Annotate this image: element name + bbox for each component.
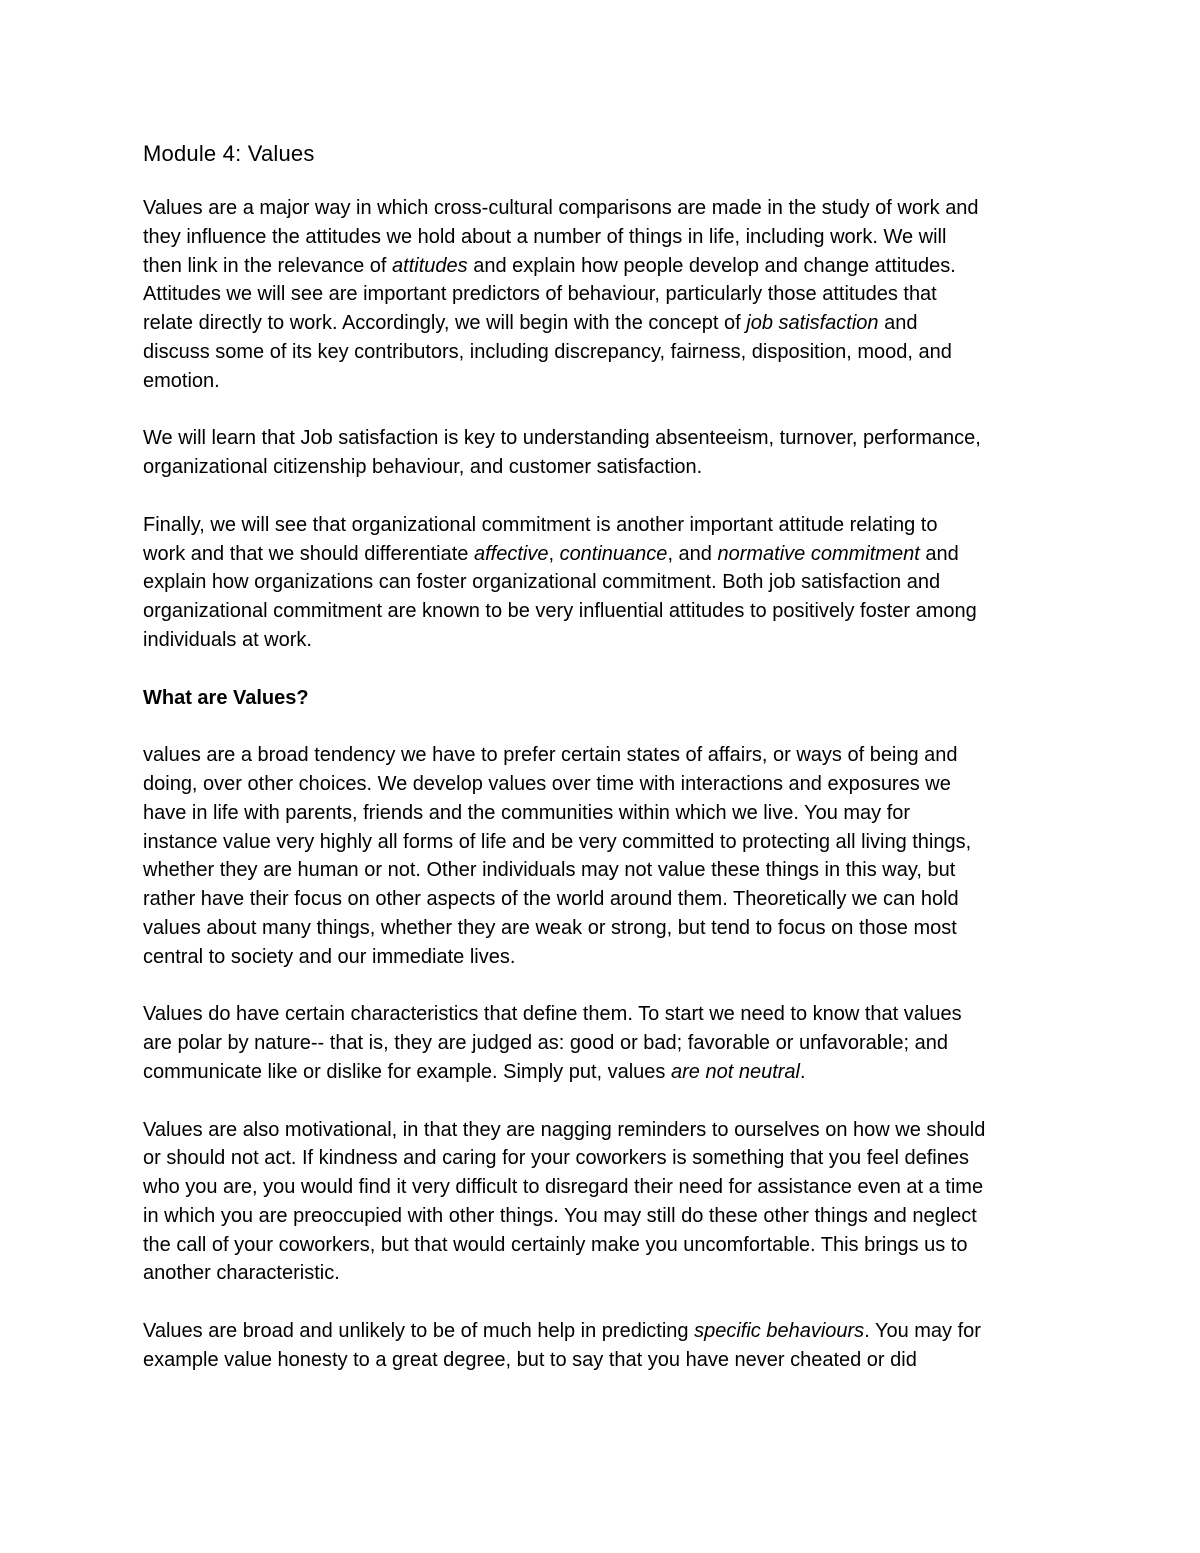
text-line <box>143 338 1063 367</box>
text-line <box>143 828 1063 857</box>
text-line <box>143 511 1063 540</box>
text-run: and <box>878 312 918 335</box>
italic-text: job satisfaction <box>746 312 879 335</box>
text-run: and explain how people develop and change attitudes. <box>467 254 956 277</box>
text-run: Attitudes we will see are important predictors of behaviour, particularly those attitudes that <box>143 283 937 306</box>
text-run: Values are also motivational, in that they are nagging reminders to ourselves on how we should <box>143 1118 986 1141</box>
text-line <box>143 424 1063 453</box>
text-run: organizational commitment are known to be very influential attitudes to positively foster among <box>143 600 977 623</box>
text-run: Finally, we will see that organizational commitment is another important attitude relating to <box>143 513 938 536</box>
text-line <box>143 453 1063 482</box>
text-line <box>143 252 1063 281</box>
text-run: emotion. <box>143 369 220 392</box>
text-line <box>143 223 1063 252</box>
text-run: example value honesty to a great degree, but to say that you have never cheated or did <box>143 1348 917 1371</box>
document-body <box>143 138 1063 1403</box>
text-line <box>143 1259 1063 1288</box>
text-run: rather have their focus on other aspects of the world around them. Theoretically we can hold <box>143 888 959 911</box>
text-line <box>143 568 1063 597</box>
text-run: relate directly to work. Accordingly, we will begin with the concept of <box>143 312 747 335</box>
section-heading: What are Values? <box>143 686 309 709</box>
text-run: then link in the relevance of <box>143 254 393 277</box>
text-run: central to society and our immediate lives. <box>143 945 516 968</box>
text-run: . You may for <box>864 1320 981 1343</box>
text-run: individuals at work. <box>143 628 312 651</box>
italic-text: continuance <box>559 542 668 565</box>
text-line <box>143 799 1063 828</box>
text-line <box>143 856 1063 885</box>
text-run: another characteristic. <box>143 1262 340 1285</box>
text-line <box>143 1173 1063 1202</box>
text-run: have in life with parents, friends and the communities within which we live. You may for <box>143 801 911 824</box>
text-run: values are a broad tendency we have to prefer certain states of affairs, or ways of being and <box>143 744 958 767</box>
text-run: values about many things, whether they are weak or strong, but tend to focus on those most <box>143 916 957 939</box>
text-run: explain how organizations can foster organizational commitment. Both job satisfaction and <box>143 571 941 594</box>
text-line <box>143 1029 1063 1058</box>
text-run: Values do have certain characteristics that define them. To start we need to know that values <box>143 1003 962 1026</box>
text-line <box>143 626 1063 655</box>
text-run: Values are a major way in which cross-cultural comparisons are made in the study of work and <box>143 197 979 219</box>
text-line <box>143 309 1063 338</box>
text-line <box>143 885 1063 914</box>
text-run: , <box>548 542 560 565</box>
text-run: whether they are human or not. Other individuals may not value these things in this way, but <box>143 859 956 882</box>
text-run: doing, over other choices. We develop values over time with interactions and exposures we <box>143 772 951 795</box>
paragraph <box>143 1000 1063 1086</box>
text-run: work and that we should differentiate <box>143 542 474 565</box>
document-title: Module 4: Values <box>143 141 315 166</box>
text-line <box>143 367 1063 396</box>
text-line <box>143 1144 1063 1173</box>
text-line <box>143 280 1063 309</box>
italic-text: attitudes <box>392 254 468 277</box>
text-line <box>143 597 1063 626</box>
text-line <box>143 1202 1063 1231</box>
text-run: discuss some of its key contributors, including discrepancy, fairness, disposition, mood, and <box>143 340 952 363</box>
text-run: Values are broad and unlikely to be of much help in predicting <box>143 1320 695 1343</box>
italic-text: normative commitment <box>717 542 920 565</box>
paragraph <box>143 511 1063 655</box>
paragraph <box>143 194 1063 396</box>
text-run: instance value very highly all forms of life and be very committed to protecting all living things, <box>143 830 972 853</box>
text-line <box>143 1346 1063 1375</box>
italic-text: specific behaviours <box>694 1320 865 1343</box>
text-run: , and <box>667 542 718 565</box>
text-run: organizational citizenship behaviour, and customer satisfaction. <box>143 456 703 479</box>
text-line <box>143 194 1063 223</box>
paragraph <box>143 1317 1063 1375</box>
paragraph <box>143 424 1063 482</box>
text-line <box>143 770 1063 799</box>
text-line <box>143 1058 1063 1087</box>
text-line <box>143 943 1063 972</box>
text-run: who you are, you would find it very difficult to disregard their need for assistance even at a time <box>143 1176 984 1199</box>
text-line <box>143 1317 1063 1346</box>
italic-text: affective <box>473 542 549 565</box>
text-line <box>143 741 1063 770</box>
text-run: and <box>919 542 959 565</box>
text-line <box>143 1116 1063 1145</box>
text-line <box>143 540 1063 569</box>
paragraph-container <box>143 194 1063 1375</box>
text-run: the call of your coworkers, but that would certainly make you uncomfortable. This brings us to <box>143 1233 968 1256</box>
paragraph <box>143 741 1063 971</box>
text-run: they influence the attitudes we hold about a number of things in life, including work. We will <box>143 225 947 248</box>
text-run: . <box>799 1060 806 1083</box>
text-line <box>143 914 1063 943</box>
text-run: We will learn that Job satisfaction is key to understanding absenteeism, turnover, performance, <box>143 427 981 450</box>
text-run: or should not act. If kindness and caring for your coworkers is something that you feel defines <box>143 1147 969 1170</box>
text-line <box>143 1231 1063 1260</box>
text-run: are polar by nature-- that is, they are judged as: good or bad; favorable or unfavorable; and <box>143 1032 948 1055</box>
text-run: communicate like or dislike for example. Simply put, values <box>143 1060 671 1083</box>
italic-text: are not neutral <box>671 1060 800 1083</box>
paragraph <box>143 1116 1063 1289</box>
text-line <box>143 1000 1063 1029</box>
text-run: in which you are preoccupied with other things. You may still do these other things and neglect <box>143 1204 977 1227</box>
